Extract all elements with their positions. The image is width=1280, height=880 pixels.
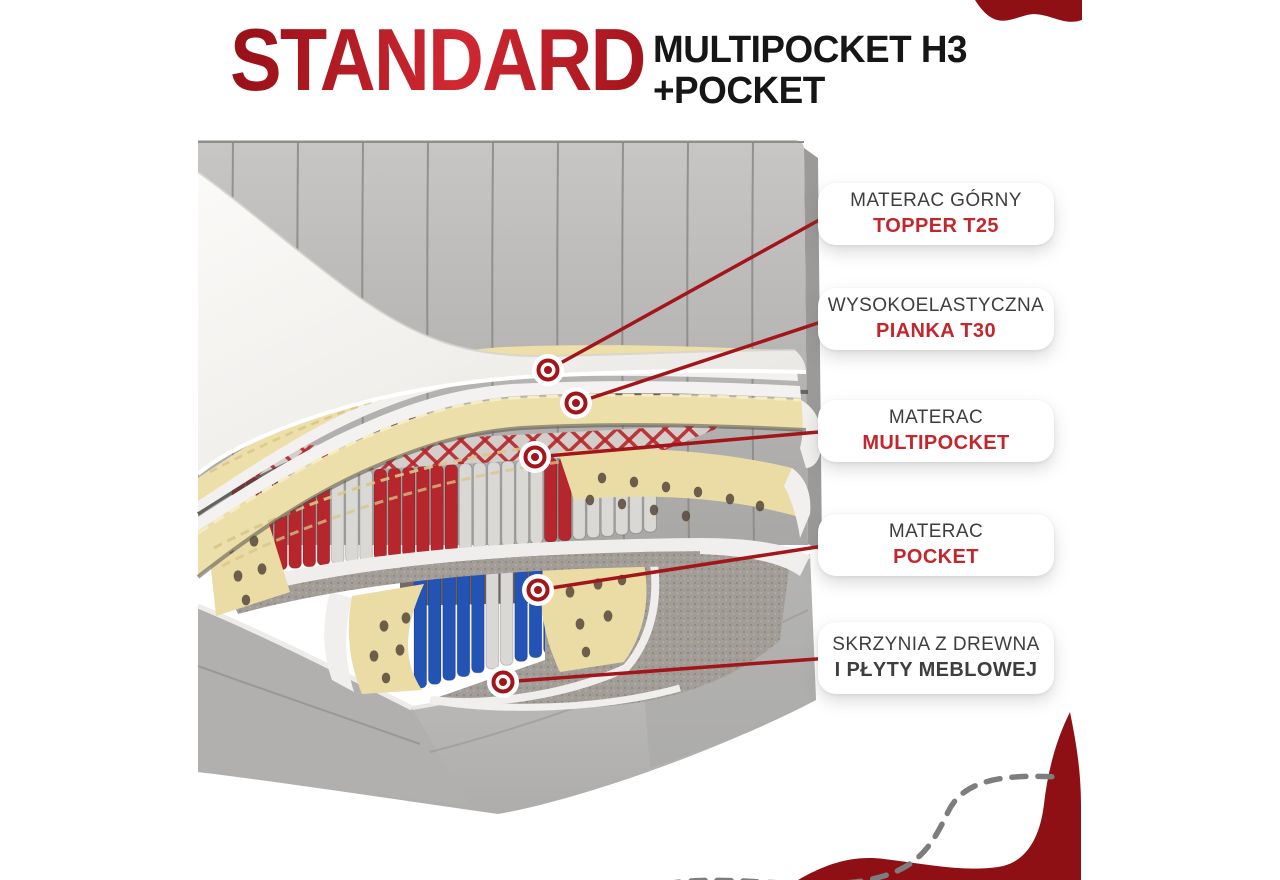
marker-pocket (522, 574, 554, 606)
label-callout-topper (818, 183, 1054, 245)
callout-text-line2: I PŁYTY MEBLOWEJ (834, 659, 1038, 681)
label-callout-multipocket (818, 400, 1054, 462)
marker-skrzynia (487, 666, 519, 698)
label-callout-skrzynia (818, 622, 1054, 694)
callout-value: PIANKA T30 (876, 320, 996, 342)
callout-value: POCKET (893, 546, 979, 568)
callout-text: SKRZYNIA Z DREWNA (832, 634, 1040, 655)
callout-value: MULTIPOCKET (862, 432, 1010, 454)
marker-topper (532, 354, 564, 386)
product-title-line2: +POCKET (653, 70, 825, 112)
product-title-line1: MULTIPOCKET H3 (653, 29, 968, 71)
callout-text: MATERAC (888, 407, 984, 428)
marker-pianka (560, 387, 592, 419)
label-callout-pianka (818, 288, 1054, 350)
callout-text: MATERAC (888, 521, 984, 542)
label-callout-pocket (818, 514, 1054, 576)
brand-blob-top-icon (975, 0, 1082, 22)
marker-multipocket (519, 441, 551, 473)
brand-title: STANDARD (230, 10, 645, 109)
product-title (653, 30, 967, 112)
callout-value: TOPPER T25 (873, 215, 999, 237)
brand-blob-bottom-icon (798, 712, 1081, 880)
callout-text: WYSOKOELASTYCZNA (827, 295, 1045, 316)
callout-text: MATERAC GÓRNY (850, 190, 1022, 211)
